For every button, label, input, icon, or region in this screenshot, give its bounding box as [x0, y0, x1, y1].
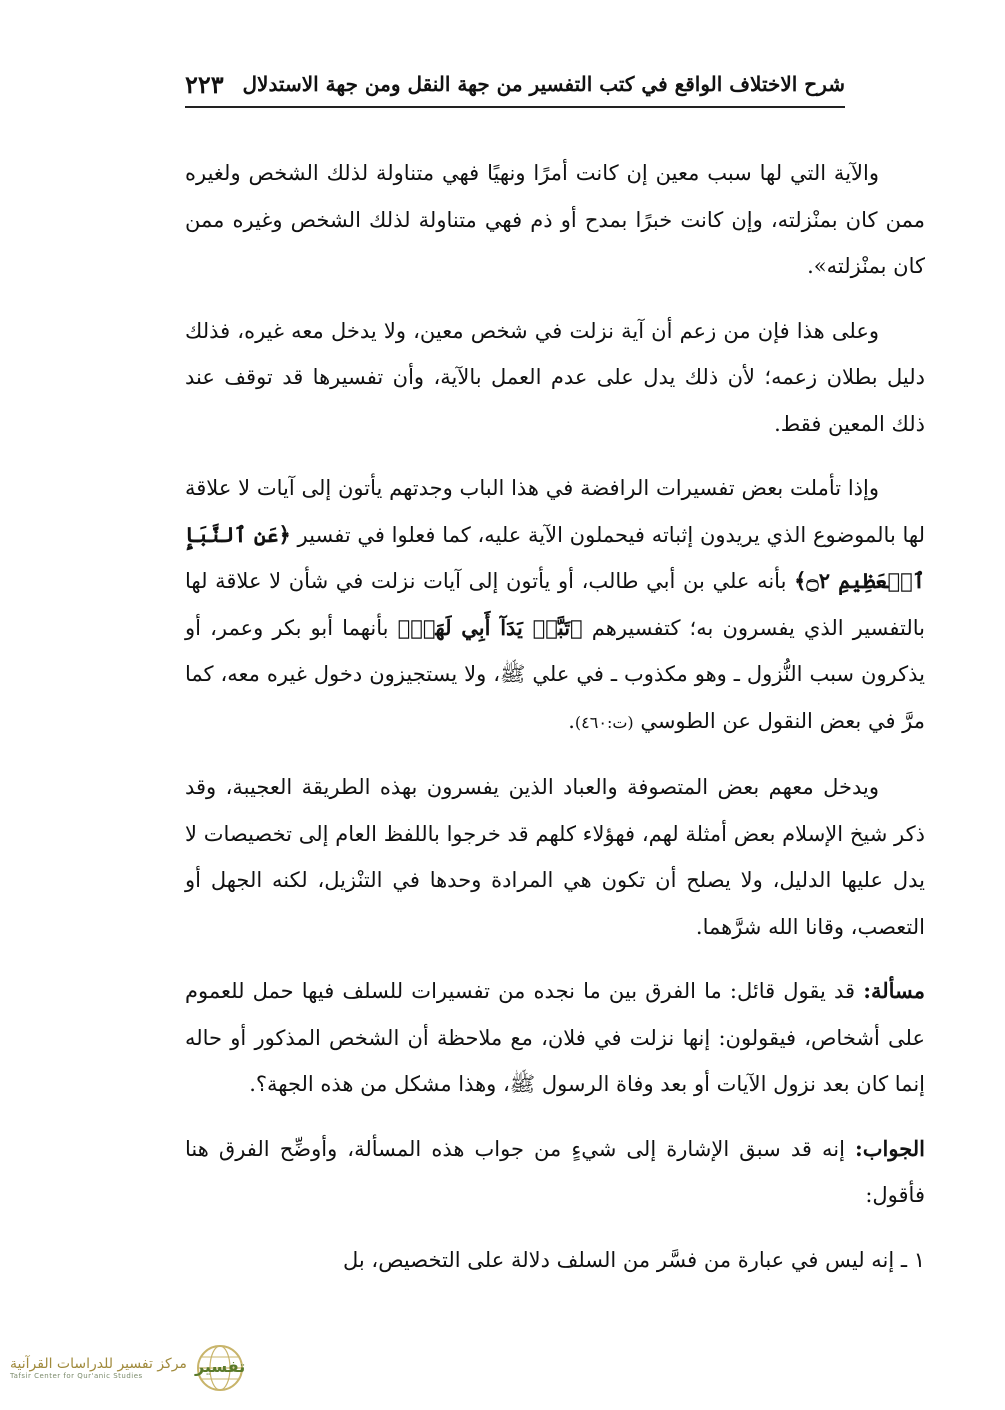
question-label: مسألة: — [863, 978, 925, 1003]
paragraph-3-text-a: وإذا تأملت بعض تفسيرات الرافضة في هذا الباب وجدتهم يأتون إلى آيات لا علاقة لها بالموضوع الذي يريدون إثباته فيحملون الآية عليه، كما فعلوا في تفسير — [185, 476, 926, 547]
paragraph-3-text-b: بأنه علي بن أبي طالب، أو يأتون إلى آيات نزلت في شأن لا علاقة لها بالتفسير الذي يفسرون به؛ كتفسيرهم — [185, 569, 925, 640]
paragraph-3-text-e: . — [568, 708, 575, 733]
paragraph-3-text-c: بأنهما أبو بكر وعمر، أو يذكرون سبب النُّزول ـ وهو مكذوب ـ في علي ﷺ، ولا يستجيزون دخول غيره معه، كما مرَّ في بعض النقول عن الطوسي — [185, 615, 925, 733]
logo-word: تفسير — [194, 1357, 246, 1376]
question-text: قد يقول قائل: ما الفرق بين ما نجده من تفسيرات للسلف فيها حمل للعموم على أشخاص، فيقولون: إنها نزلت في فلان، مع ملاحظة أن الشخص المذكور أو حاله إنما كان بعد نزول الآيات أو بعد وفاة الرسول ﷺ، وهذا مشكل من هذه الجهة؟. — [185, 979, 925, 1096]
paragraph-1: والآية التي لها سبب معين إن كانت أمرًا ونهيًا فهي متناولة لذلك الشخص ولغيره ممن كان بمنْزلته، وإن كانت خبرًا بمدح أو ذم فهي متناولة لذلك الشخص وغيره ممن كان بمنْزلته». — [185, 161, 925, 278]
globe-icon — [195, 1343, 245, 1393]
death-date-note: (ت:٤٦٠) — [574, 712, 634, 732]
page-header — [185, 62, 845, 108]
running-title: شرح الاختلاف الواقع في كتب التفسير من جهة النقل ومن جهة الاستدلال — [242, 72, 845, 96]
publisher-logo — [10, 1340, 250, 1396]
answer-text: إنه قد سبق الإشارة إلى شيءٍ من جواب هذه المسألة، وأوضِّح الفرق هنا فأقول: — [185, 1136, 925, 1207]
page-number: ٢٢٣ — [185, 69, 224, 99]
paragraph-3 — [185, 465, 925, 746]
answer-label: الجواب: — [855, 1135, 925, 1161]
quran-verse-masad: ﴿تَبَّتۡ يَدَآ أَبِي لَهَبٖ﴾ — [397, 614, 583, 640]
logo-text — [10, 1356, 187, 1380]
logo-arabic-name: مركز تفسير للدراسات القرآنية — [10, 1356, 187, 1372]
quran-verse-naba: ﴿عَنِ ٱلنَّبَإِ ٱلۡعَظِيمِ ۝٢﴾ — [185, 521, 925, 593]
answer-paragraph — [185, 1126, 925, 1219]
paragraph-2: وعلى هذا فإن من زعم أن آية نزلت في شخص معين، ولا يدخل معه غيره، فذلك دليل بطلان زعمه؛ لأن ذلك يدل على عدم العمل بالآية، وأن تفسيرها قد توقف عند ذلك المعين فقط. — [185, 318, 925, 436]
paragraph-4: ويدخل معهم بعض المتصوفة والعباد الذين يفسرون بهذه الطريقة العجيبة، وقد ذكر شيخ الإسلام بعض أمثلة لهم، فهؤلاء كلهم قد خرجوا باللفظ العام إلى تخصيصات لا يدل عليها الدليل، ولا يصلح أن تكون هي المرادة وحدها في التنْزيل، لكنه الجهل أو التعصب، وقانا الله شرَّهما. — [185, 775, 925, 939]
page-body — [185, 150, 925, 1301]
question-paragraph — [185, 968, 925, 1108]
list-item-1: ١ ـ إنه ليس في عبارة من فسَّر من السلف دلالة على التخصيص، بل — [343, 1247, 925, 1272]
logo-english-name: Tafsir Center for Qur'anic Studies — [10, 1372, 143, 1380]
